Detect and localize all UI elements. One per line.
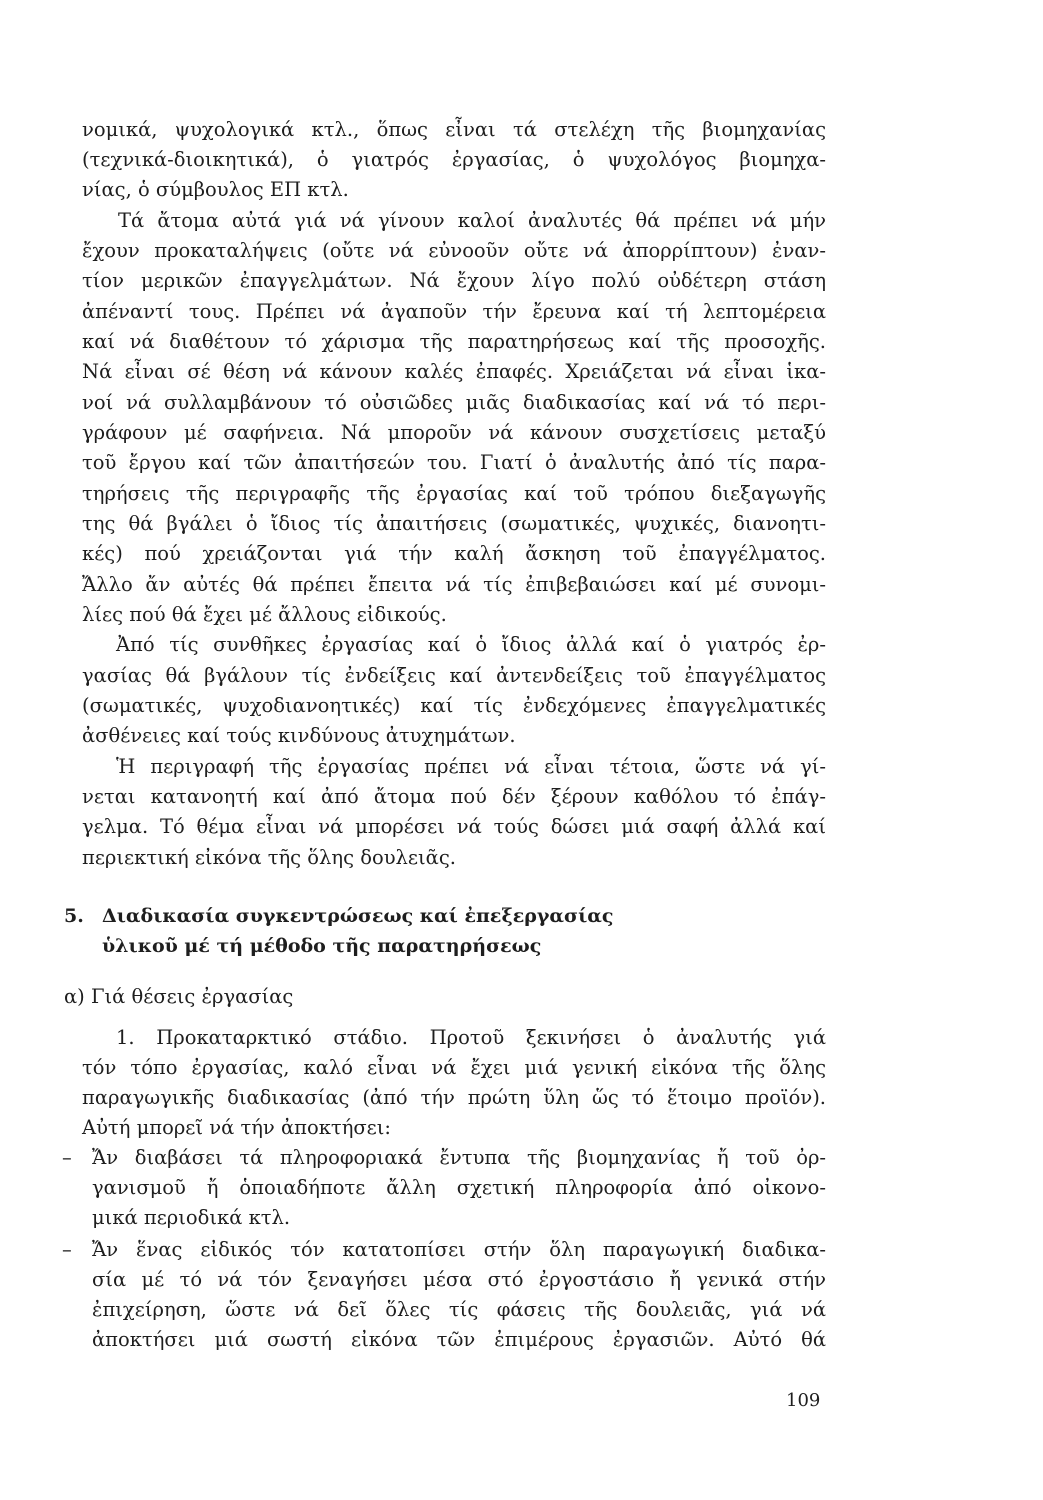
text-line: τίον μερικῶν ἐπαγγελμάτων. Νά ἔχουν λίγο πολύ οὐδέτερη στάση: [82, 269, 826, 292]
text-line: περιεκτική εἰκόνα τῆς ὅλης δουλειᾶς.: [82, 846, 456, 869]
text-line: ἀπέναντί τους. Πρέπει νά ἀγαποῦν τήν ἔρευνα καί τή λεπτομέρεια: [82, 300, 826, 323]
text-line: τηρήσεις τῆς περιγραφῆς τῆς ἐργασίας καί τοῦ τρόπου διεξαγωγῆς: [82, 482, 826, 505]
bullet-dash: –: [62, 1238, 72, 1261]
text-line: γασίας θά βγάλουν τίς ἐνδείξεις καί ἀντενδείξεις τοῦ ἐπαγγέλματος: [82, 664, 826, 687]
text-line: Ἀπό τίς συνθῆκες ἐργασίας καί ὁ ἴδιος ἀλλά καί ὁ γιατρός ἐρ-: [116, 633, 826, 656]
text-line: γελμα. Τό θέμα εἶναι νά μπορέσει νά τούς δώσει μιά σαφή ἀλλά καί: [82, 815, 826, 838]
text-line: Αὐτή μπορεῖ νά τήν ἀποκτήσει:: [82, 1116, 392, 1139]
text-line: νομικά, ψυχολογικά κτλ., ὅπως εἶναι τά στελέχη τῆς βιομηχανίας: [82, 118, 826, 141]
bullet-line: Ἄν διαβάσει τά πληροφοριακά ἔντυπα τῆς βιομηχανίας ἤ τοῦ ὀρ-: [92, 1146, 826, 1169]
text-line: τοῦ ἔργου καί τῶν ἀπαιτήσεών του. Γιατί ὁ ἀναλυτής ἀπό τίς παρα-: [82, 451, 826, 474]
text-line: καί νά διαθέτουν τό χάρισμα τῆς παρατηρήσεως καί τῆς προσοχῆς.: [82, 330, 826, 353]
page-number: 109: [786, 1390, 821, 1411]
section-number: 5.: [64, 905, 84, 927]
text-line: (σωματικές, ψυχοδιανοητικές) καί τίς ἐνδεχόμενες ἐπαγγελματικές: [82, 694, 826, 717]
text-line: (τεχνικά-διοικητικά), ὁ γιατρός ἐργασίας, ὁ ψυχολόγος βιομηχα-: [82, 148, 826, 171]
text-line: της θά βγάλει ὁ ἴδιος τίς ἀπαιτήσεις (σωματικές, ψυχικές, διανοητι-: [82, 512, 826, 535]
text-line: ἀσθένειες καί τούς κινδύνους ἀτυχημάτων.: [82, 724, 516, 747]
bullet-line: Ἄν ἕνας εἰδικός τόν κατατοπίσει στήν ὅλη παραγωγική διαδικα-: [92, 1238, 826, 1261]
bullet-line: ἀποκτήσει μιά σωστή εἰκόνα τῶν ἐπιμέρους ἐργασιῶν. Αὐτό θά: [92, 1328, 826, 1351]
text-line: λίες πού θά ἔχει μέ ἄλλους εἰδικούς.: [82, 603, 447, 626]
text-line: γράφουν μέ σαφήνεια. Νά μποροῦν νά κάνουν συσχετίσεις μεταξύ: [82, 421, 826, 444]
bullet-line: γανισμοῦ ἤ ὁποιαδήποτε ἄλλη σχετική πληροφορία ἀπό οἰκονο-: [92, 1176, 826, 1199]
text-line: παραγωγικῆς διαδικασίας (ἀπό τήν πρώτη ὕλη ὥς τό ἕτοιμο προϊόν).: [82, 1086, 826, 1109]
text-line: νεται κατανοητή καί ἀπό ἄτομα πού δέν ξέρουν καθόλου τό ἐπάγ-: [82, 785, 826, 808]
bullet-line: σία μέ τό νά τόν ξεναγήσει μέσα στό ἐργοστάσιο ἤ γενικά στήν: [92, 1268, 826, 1291]
text-line: κές) πού χρειάζονται γιά τήν καλή ἄσκηση τοῦ ἐπαγγέλματος.: [82, 542, 826, 565]
section-title-line2: ὑλικοῦ μέ τή μέθοδο τῆς παρατηρήσεως: [102, 935, 542, 957]
bullet-dash: –: [62, 1146, 72, 1169]
text-line: νοί νά συλλαμβάνουν τό οὐσιῶδες μιᾶς διαδικασίας καί νά τό περι-: [82, 391, 826, 414]
text-line: τόν τόπο ἐργασίας, καλό εἶναι νά ἔχει μιά γενική εἰκόνα τῆς ὅλης: [82, 1056, 826, 1079]
subsection-title: α) Γιά θέσεις ἐργασίας: [64, 985, 294, 1008]
text-line: Τά ἄτομα αὐτά γιά νά γίνουν καλοί ἀναλυτές θά πρέπει νά μήν: [118, 209, 826, 232]
text-line: 1. Προκαταρκτικό στάδιο. Προτοῦ ξεκινήσει ὁ ἀναλυτής γιά: [116, 1026, 826, 1049]
text-line: ἔχουν προκαταλήψεις (οὔτε νά εὐνοοῦν οὔτε νά ἀπορρίπτουν) ἐναν-: [82, 239, 826, 262]
text-line: νίας, ὁ σύμβουλος ΕΠ κτλ.: [82, 178, 349, 201]
text-line: Νά εἶναι σέ θέση νά κάνουν καλές ἐπαφές. Χρειάζεται νά εἶναι ἱκα-: [82, 360, 826, 383]
text-line: Ἄλλο ἄν αὐτές θά πρέπει ἔπειτα νά τίς ἐπιβεβαιώσει καί μέ συνομι-: [82, 573, 826, 596]
bullet-line: ἐπιχείρηση, ὥστε νά δεῖ ὅλες τίς φάσεις τῆς δουλειᾶς, γιά νά: [92, 1298, 826, 1321]
text-line: Ἡ περιγραφή τῆς ἐργασίας πρέπει νά εἶναι τέτοια, ὥστε νά γί-: [116, 755, 826, 778]
bullet-line: μικά περιοδικά κτλ.: [92, 1206, 291, 1229]
section-title-line1: Διαδικασία συγκεντρώσεως καί ἐπεξεργασίας: [102, 905, 614, 927]
